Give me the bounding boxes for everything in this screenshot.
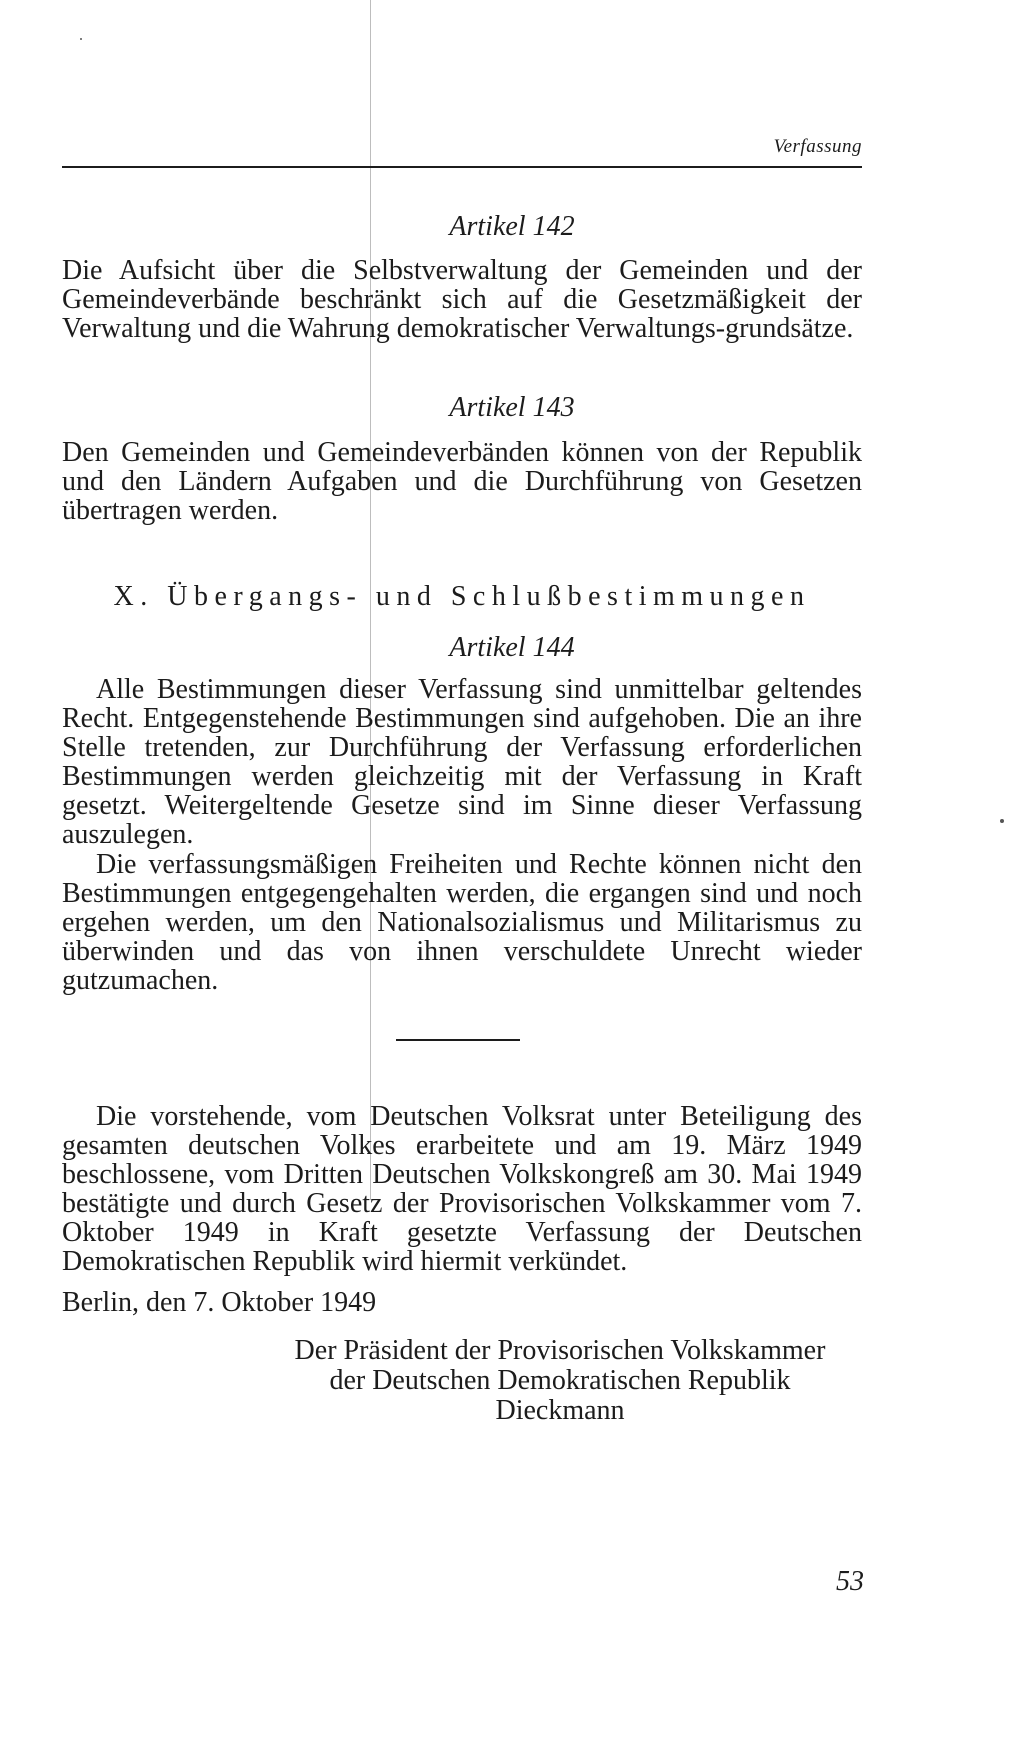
signatory-name: Dieckmann bbox=[495, 1395, 625, 1426]
place-date: Berlin, den 7. Oktober 1949 bbox=[62, 1287, 377, 1318]
proclamation-text: Die vorstehende, vom Deutschen Volksrat unter Beteiligung des gesamten deutschen Volkes erarbeitete und am 19. März 1949 beschlossene, vom Dritten Deutschen Volkskongreß am 30. Mai 1949 bestätigte und durch Gesetz der Provisorischen Volkskammer vom 7. Oktober 1949 in Kraft gesetzte Verfassung der Deutschen Demokratischen Republik wird hiermit verkündet. bbox=[62, 1101, 862, 1277]
signature-block bbox=[240, 1336, 880, 1426]
article-143-heading: Artikel 143 bbox=[449, 392, 575, 423]
running-head: Verfassung bbox=[773, 136, 862, 157]
scan-speck bbox=[1000, 819, 1004, 823]
article-142-text: Die Aufsicht über die Selbstverwaltung der Gemeinden und der Gemeindeverbände beschränkt sich auf die Gesetzmäßigkeit der Verwaltung und die Wahrung demokratischer Verwaltungs-grundsätze. bbox=[62, 255, 862, 344]
article-144-paragraph-2: Die verfassungsmäßigen Freiheiten und Rechte können nicht den Bestimmungen entgegengehalten werden, die ergangen sind und noch ergehen werden, um den Nationalsozialismus und Militarismus zu überwinden und das von ihnen verschuldete Unrecht wieder gutzumachen. bbox=[62, 849, 862, 996]
scan-speck bbox=[80, 38, 82, 40]
signature-title-line-2: der Deutschen Demokratischen Republik bbox=[329, 1365, 791, 1396]
section-separator-rule bbox=[396, 1039, 520, 1041]
header-rule bbox=[62, 166, 862, 168]
signature-title-line-1: Der Präsident der Provisorischen Volkskammer bbox=[294, 1335, 826, 1366]
article-143-text: Den Gemeinden und Gemeindeverbänden können von der Republik und den Ländern Aufgaben und die Durchführung von Gesetzen übertragen werden. bbox=[62, 437, 862, 526]
section-title: X. Übergangs- und Schlußbestimmungen bbox=[113, 581, 811, 612]
article-144-paragraph-1: Alle Bestimmungen dieser Verfassung sind unmittelbar geltendes Recht. Entgegenstehende Bestimmungen sind aufgehoben. Die an ihre Stelle tretenden, zur Durchführung der Verfassung erforderlichen Bestimmungen werden gleichzeitig mit der Verfassung in Kraft gesetzt. Weitergeltende Gesetze sind im Sinne dieser Verfassung auszulegen. bbox=[62, 674, 862, 850]
article-144-heading: Artikel 144 bbox=[449, 632, 575, 663]
article-142-heading: Artikel 142 bbox=[449, 211, 575, 242]
page-number: 53 bbox=[836, 1566, 864, 1597]
